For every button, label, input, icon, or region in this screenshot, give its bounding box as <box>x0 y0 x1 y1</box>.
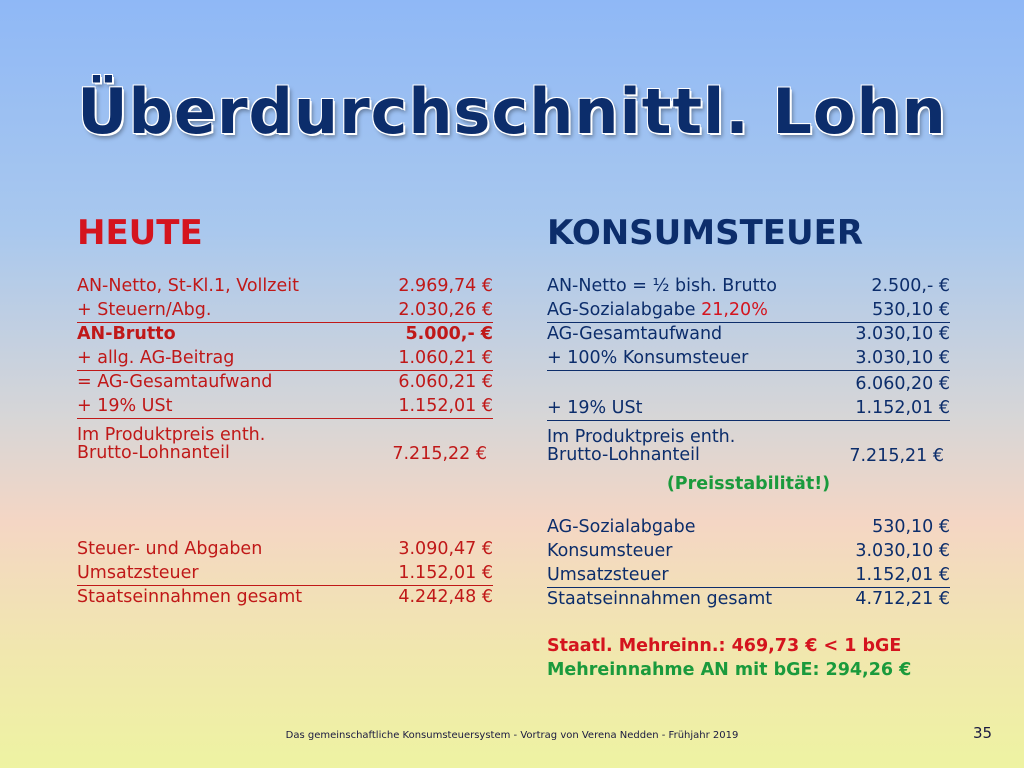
row-value: 1.152,01 € <box>398 396 493 416</box>
row-label: Konsumsteuer <box>547 541 673 561</box>
row-value: 2.030,26 € <box>398 300 493 320</box>
left-tax-ust <box>77 563 493 586</box>
right-row-konsumsteuer <box>547 348 950 371</box>
row-label: AN-Netto = ½ bish. Brutto <box>547 276 778 296</box>
row-value: 2.969,74 € <box>398 276 493 296</box>
right-product-label <box>547 428 735 464</box>
row-label: + allg. AG-Beitrag <box>77 348 235 368</box>
product-line-2: Brutto-Lohnanteil <box>547 445 700 465</box>
heading-heute: HEUTE <box>77 213 203 253</box>
row-label: Umsatzsteuer <box>547 565 669 585</box>
row-label: Staatseinnahmen gesamt <box>77 587 303 607</box>
summary-state-revenue: Staatl. Mehreinn.: 469,73 € < 1 bGE <box>547 636 902 656</box>
row-label: Staatseinnahmen gesamt <box>547 589 773 609</box>
slide-title: Überdurchschnittl. Lohn <box>77 75 947 148</box>
row-label: Steuer- und Abgaben <box>77 539 263 559</box>
left-row-ag-beitrag <box>77 348 493 371</box>
row-value: 1.152,01 € <box>855 398 950 418</box>
row-label: + Steuern/Abg. <box>77 300 212 320</box>
row-label: AG-Sozialabgabe <box>547 517 696 537</box>
row-value: 1.152,01 € <box>398 563 493 583</box>
row-label: AG-Gesamtaufwand <box>547 324 723 344</box>
row-value: 3.030,10 € <box>855 541 950 561</box>
product-value: 7.215,22 € <box>392 444 487 464</box>
row-value: 530,10 € <box>872 517 950 537</box>
row-label: = AG-Gesamtaufwand <box>77 372 273 392</box>
right-row-sozialabgabe <box>547 300 950 323</box>
row-label: Umsatzsteuer <box>77 563 199 583</box>
row-label: + 19% USt <box>547 398 643 418</box>
row-value: 1.060,21 € <box>398 348 493 368</box>
row-value: 6.060,21 € <box>398 372 493 392</box>
summary-employee-revenue: Mehreinnahme AN mit bGE: 294,26 € <box>547 660 912 680</box>
row-value: 3.090,47 € <box>398 539 493 559</box>
row-label-text: AG-Sozialabgabe <box>547 300 702 320</box>
row-value: 3.030,10 € <box>855 348 950 368</box>
row-value: 3.030,10 € <box>855 324 950 344</box>
slide-footer: Das gemeinschaftliche Konsumsteuersystem - Vortrag von Verena Nedden - Frühjahr 2019 <box>285 730 739 741</box>
row-label: + 19% USt <box>77 396 173 416</box>
row-label: + 100% Konsumsteuer <box>547 348 749 368</box>
product-line-1: Im Produktpreis enth. <box>547 427 736 447</box>
row-value: 530,10 € <box>872 300 950 320</box>
rate-highlight: 21,20% <box>701 300 768 320</box>
left-product-label <box>77 426 265 462</box>
page-number: 35 <box>973 724 993 742</box>
row-label: AN-Netto, St-Kl.1, Vollzeit <box>77 276 299 296</box>
stability-note: (Preisstabilität!) <box>666 474 831 494</box>
right-row-ust <box>547 398 950 421</box>
row-label: AN-Brutto <box>77 324 176 344</box>
row-value: 4.242,48 € <box>398 587 493 607</box>
heading-konsumsteuer: KONSUMSTEUER <box>547 213 864 253</box>
row-value: 1.152,01 € <box>855 565 950 585</box>
product-value: 7.215,21 € <box>849 446 944 466</box>
right-tax-ust <box>547 565 950 588</box>
product-line-2: Brutto-Lohnanteil <box>77 443 230 463</box>
row-label <box>547 300 768 321</box>
product-line-1: Im Produktpreis enth. <box>77 425 266 445</box>
row-value: 5.000,- € <box>405 324 493 344</box>
row-value: 4.712,21 € <box>855 589 950 609</box>
left-row-steuern <box>77 300 493 323</box>
row-value: 6.060,20 € <box>855 374 950 394</box>
left-row-ust <box>77 396 493 419</box>
row-value: 2.500,- € <box>871 276 950 296</box>
